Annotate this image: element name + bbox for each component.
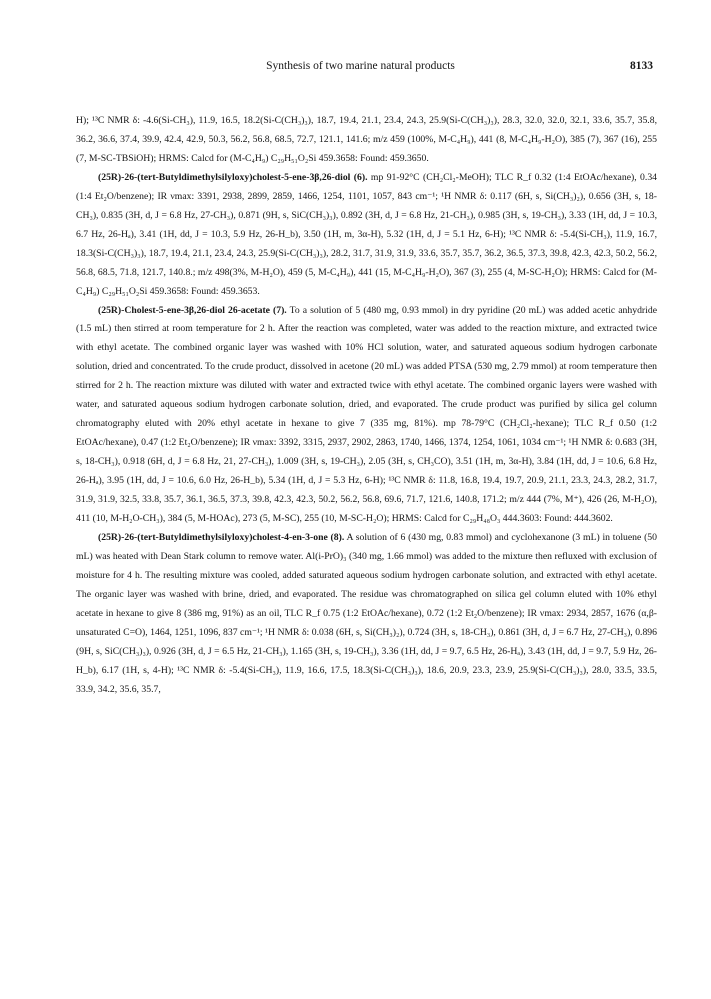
article-body xyxy=(76,112,657,700)
paragraph-text: To a solution of 5 (480 mg, 0.93 mmol) in dry pyridine (20 mL) was added acetic anhydride (1.5 mL) then stirred at room temperature for 2 h. After the reaction was completed, water was added to the reaction mixture, and extracted twice with ethyl acetate. The combined organic layer was washed with 10% HCl solution, water, and saturated aqueous sodium hydrogen carbonate solution, dried and concentrated. To the crude product, dissolved in acetone (20 mL) was added PTSA (530 mg, 2.79 mmol) at room temperature then stirred for 2 h. The reaction mixture was diluted with water and extracted twice with ethyl acetate. The combined organic layers were washed with water, and saturated aqueous sodium hydrogen carbonate solution, dried, and evaporated. The crude product was purified by silica gel column chromatography eluted with 20% ethyl acetate in hexane to give 7 (335 mg, 81%). mp 78-79°C (CH₂Cl₂-hexane); TLC R_f 0.50 (1:2 EtOAc/hexane), 0.47 (1:2 Et₂O/benzene); IR νmax: 3392, 3315, 2937, 2902, 2863, 1740, 1466, 1374, 1254, 1061, 1034 cm⁻¹; ¹H NMR δ: 0.683 (3H, s, 18-CH₃), 0.918 (6H, d, J = 6.8 Hz, 21, 27-CH₃), 1.009 (3H, s, 19-CH₃), 2.05 (3H, s, CH₃CO), 3.51 (1H, m, 3α-H), 3.84 (1H, dd, J = 10.6, 6.8 Hz, 26-Hₐ), 3.95 (1H, dd, J = 10.6, 6.0 Hz, 26-H_b), 5.34 (1H, d, J = 5.3 Hz, 6-H); ¹³C NMR δ: 11.8, 16.8, 19.4, 19.7, 20.9, 21.1, 23.3, 24.3, 28.2, 31.7, 31.9, 31.9, 32.5, 33.8, 35.7, 36.1, 36.5, 37.3, 39.8, 42.3, 42.3, 50.2, 56.2, 56.8, 69.6, 71.7, 121.6, 140.8, 171.2; m/z 444 (7%, M⁺), 426 (26, M-H₂O), 411 (10, M-H₂O-CH₃), 384 (5, M-HOAc), 273 (5, M-SC), 255 (10, M-SC-H₂O); HRMS: Calcd for C₂₉H₄₈O₃ 444.3603: Found: 444.3602. xyxy=(76,304,657,525)
compound-heading: (25R)-Cholest-5-ene-3β,26-diol 26-acetate (7). xyxy=(98,304,287,316)
paragraph-text: mp 91-92°C (CH₂Cl₂-MeOH); TLC R_f 0.32 (1:4 EtOAc/hexane), 0.34 (1:4 Et₂O/benzene); IR νmax: 3391, 2938, 2899, 2859, 1466, 1254, 1101, 1057, 843 cm⁻¹; ¹H NMR δ: 0.117 (6H, s, Si(CH₃)₂), 0.656 (3H, s, 18-CH₃), 0.835 (3H, d, J = 6.8 Hz, 27-CH₃), 0.871 (9H, s, SiC(CH₃)₃), 0.892 (3H, d, J = 6.8 Hz, 21-CH₃), 0.985 (3H, s, 19-CH₃), 3.33 (1H, dd, J = 10.3, 6.7 Hz, 26-Hₐ), 3.41 (1H, dd, J = 10.3, 5.9 Hz, 26-H_b), 3.50 (1H, m, 3α-H), 5.32 (1H, d, J = 5.1 Hz, 6-H); ¹³C NMR δ: -5.4(Si-CH₃), 11.9, 16.7, 18.3(Si-C(CH₃)₃), 18.7, 19.4, 21.1, 23.4, 24.3, 25.9(Si-C(CH₃)₃), 28.2, 31.7, 31.9, 31.9, 33.6, 35.7, 35.7, 36.2, 36.5, 37.3, 39.8, 42.3, 42.3, 50.2, 56.2, 56.8, 68.5, 71.8, 121.7, 140.8.; m/z 498(3%, M-H₂O), 459 (5, M-C₄H₉), 441 (15, M-C₄H₉-H₂O), 367 (3), 255 (4, M-SC-H₂O); HRMS: Calcd for (M-C₄H₉) C₂₉H₅₁O₂Si 459.3658: Found: 459.3653. xyxy=(76,171,658,297)
compound-heading: (25R)-26-(tert-Butyldimethylsilyloxy)cholest-4-en-3-one (8). xyxy=(98,531,345,543)
compound-heading: (25R)-26-(tert-Butyldimethylsilyloxy)cholest-5-ene-3β,26-diol (6). xyxy=(98,171,368,183)
paragraph-text: A solution of 6 (430 mg, 0.83 mmol) and cyclohexanone (3 mL) in toluene (50 mL) was heated with Dean Stark column to remove water. Al(i-PrO)₃ (340 mg, 1.66 mmol) was added to the mixture then refluxed with exclusion of moisture for 4 h. The resulting mixture was cooled, added saturated aqueous sodium hydrogen carbonate solution, and extracted with ethyl acetate. The organic layer was washed with brine, dried, and evaporated. The residue was chromatographed on silica gel column eluted with 10% ethyl acetate in hexane to give 8 (386 mg, 91%) as an oil, TLC R_f 0.75 (1:2 EtOAc/hexane), 0.72 (1:2 Et₂O/benzene); IR νmax: 2934, 2857, 1676 (α,β-unsaturated C=O), 1464, 1251, 1096, 837 cm⁻¹; ¹H NMR δ: 0.038 (6H, s, Si(CH₃)₂), 0.724 (3H, s, 18-CH₃), 0.861 (3H, d, J = 6.7 Hz, 27-CH₃), 0.896 (9H, s, SiC(CH₃)₃), 0.926 (3H, d, J = 6.5 Hz, 21-CH₃), 1.165 (3H, s, 19-CH₃), 3.36 (1H, dd, J = 9.7, 6.5 Hz, 26-Hₐ), 3.43 (1H, dd, J = 9.7, 5.9 Hz, 26-H_b), 6.17 (1H, s, 4-H); ¹³C NMR δ: -5.4(Si-CH₃), 11.9, 16.6, 17.5, 18.3(Si-C(CH₃)₃), 18.6, 20.9, 23.3, 23.9, 25.9(Si-C(CH₃)₃), 28.0, 33.5, 33.5, 33.9, 34.2, 35.6, 35.7, xyxy=(76,531,657,695)
running-header xyxy=(68,60,653,76)
paragraph-compound-8 xyxy=(76,529,657,700)
page-number: 8133 xyxy=(630,60,653,72)
paragraph-compound-6 xyxy=(76,169,657,302)
paragraph-text: H); ¹³C NMR δ: -4.6(Si-CH₃), 11.9, 16.5, 18.2(Si-C(CH₃)₃), 18.7, 19.4, 21.1, 23.4, 24.3, 25.9(Si-C(CH₃)₃), 28.3, 32.0, 32.0, 32.1, 33.6, 35.7, 35.8, 36.2, 36.6, 37.4, 39.9, 42.4, 42.9, 50.3, 56.2, 56.8, 68.5, 72.7, 121.1, 141.6; m/z 459 (100%, M-C₄H₉), 441 (8, M-C₄H₉-H₂O), 385 (7), 367 (16), 255 (7, M-SC-TBSiOH); HRMS: Calcd for (M-C₄H₉) C₂₉H₅₁O₂Si 459.3658: Found: 459.3650. xyxy=(76,115,657,164)
running-title: Synthesis of two marine natural products xyxy=(266,60,455,72)
paragraph-continuation xyxy=(76,112,657,169)
paragraph-compound-7 xyxy=(76,302,657,529)
